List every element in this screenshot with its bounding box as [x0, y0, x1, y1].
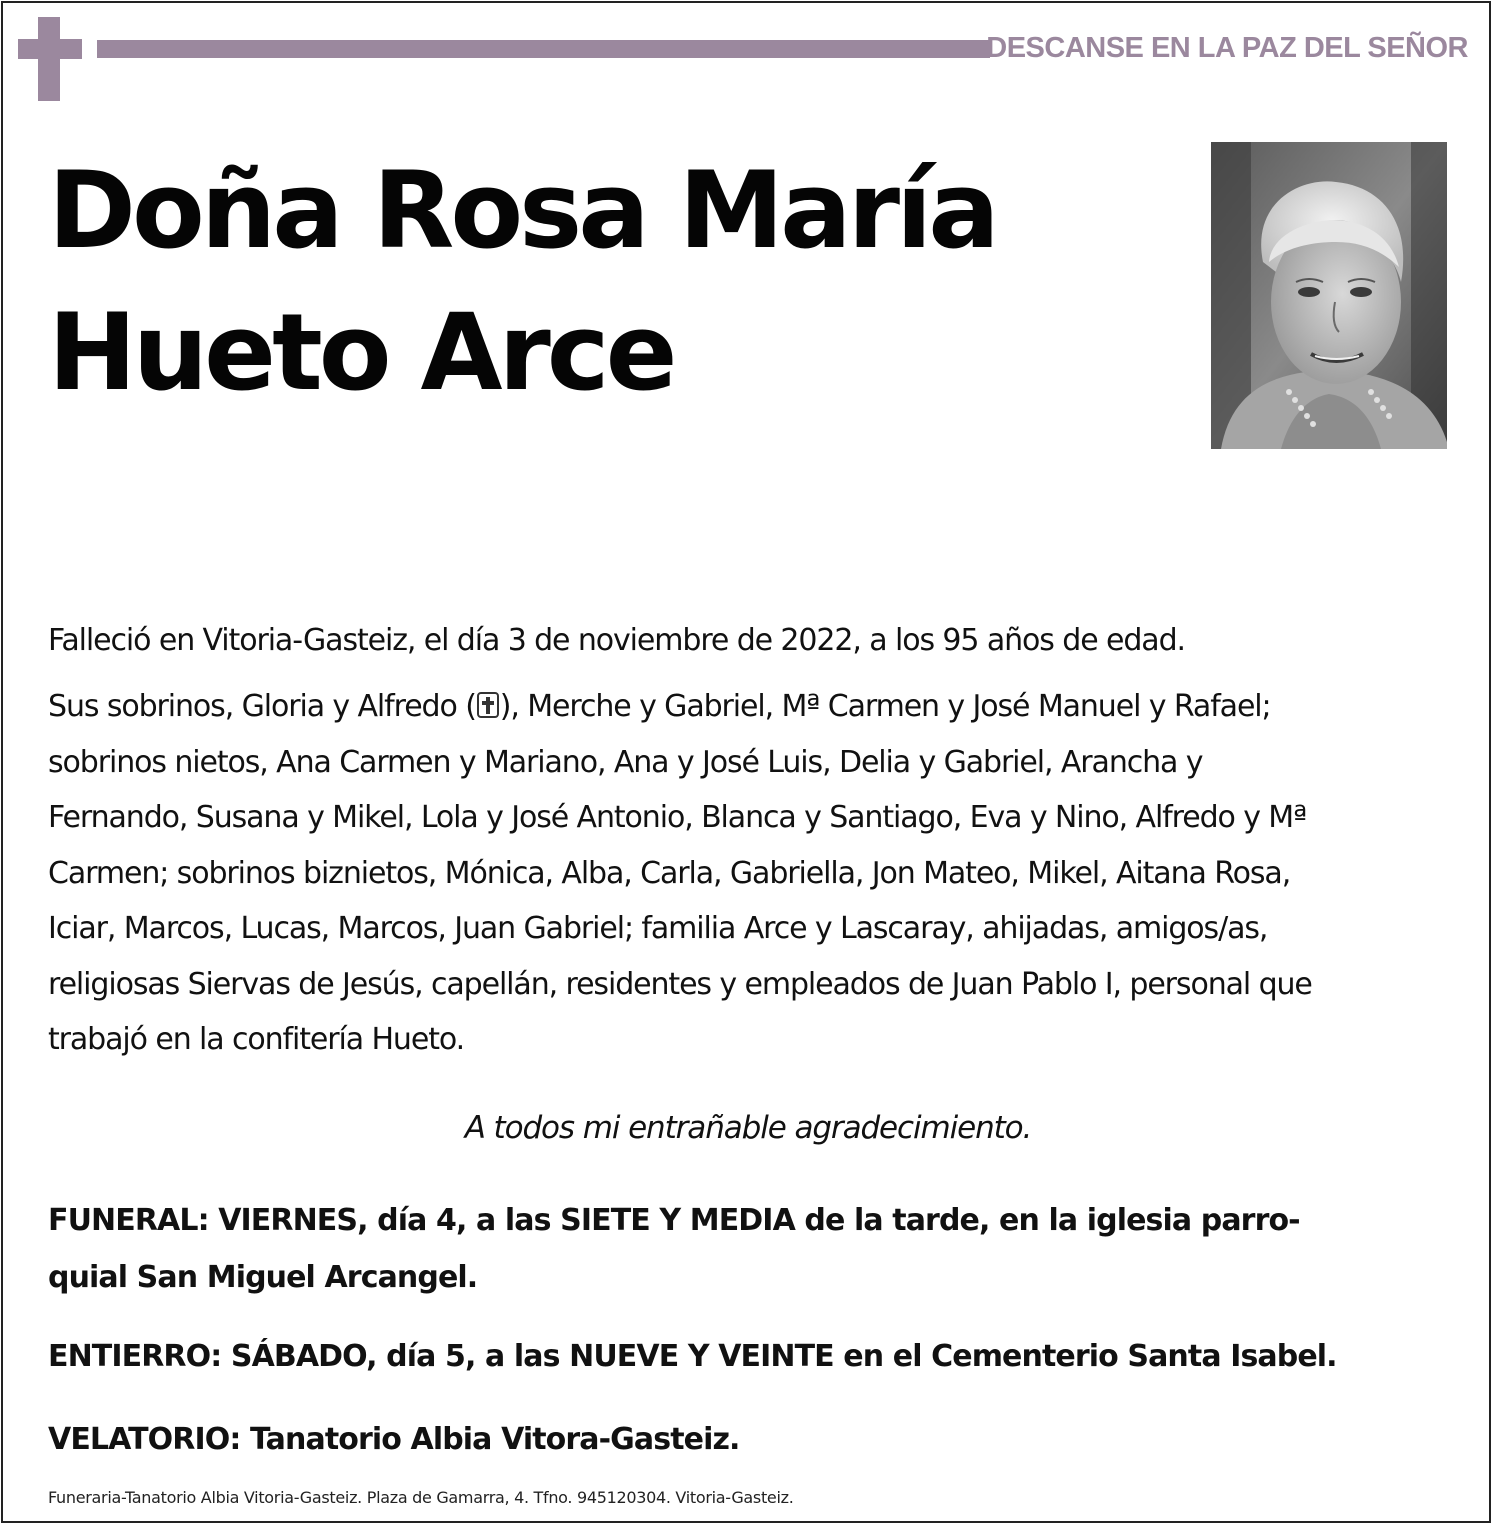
burial-line: ENTIERRO: SÁBADO, día 5, a las NUEVE Y VEINTE en el Cementerio Santa Isabel.: [48, 1339, 1337, 1374]
family-line: Carmen; sobrinos biznietos, Mónica, Alba, Carla, Gabriella, Jon Mateo, Mikel, Aitana Rosa,: [48, 855, 1291, 891]
burial-info: [48, 1328, 1458, 1385]
header-rule: [97, 40, 990, 58]
wake-info: [48, 1411, 1458, 1468]
deceased-cross-icon: [477, 692, 499, 718]
deceased-name-line2: Hueto Arce: [48, 291, 674, 414]
tagline: DESCANSE EN LA PAZ DEL SEÑOR: [986, 32, 1468, 64]
death-notice: Falleció en Vitoria-Gasteiz, el día 3 de noviembre de 2022, a los 95 años de edad.: [48, 623, 1185, 658]
family-line: trabajó en la confitería Hueto.: [48, 1022, 465, 1057]
funeral-line1: FUNERAL: VIERNES, día 4, a las SIETE Y MEDIA de la tarde, en la iglesia parro-: [48, 1203, 1300, 1238]
thanks-text: A todos mi entrañable agradecimiento.: [464, 1110, 1032, 1146]
family-line: religiosas Siervas de Jesús, capellán, residentes y empleados de Juan Pablo I, personal que: [48, 966, 1312, 1002]
announcement-body: [48, 613, 1458, 1068]
funeral-info: [48, 1192, 1458, 1306]
funeral-home-footer: Funeraria-Tanatorio Albia Vitoria-Gasteiz. Plaza de Gamarra, 4. Tfno. 945120304. Vitoria-Gasteiz.: [48, 1488, 794, 1507]
family-line-text: ), Merche y Gabriel, Mª Carmen y José Manuel y Rafael;: [499, 689, 1271, 724]
family-line: Iciar, Marcos, Lucas, Marcos, Juan Gabriel; familia Arce y Lascaray, ahijadas, amigos/as,: [48, 911, 1268, 946]
family-line-text: Sus sobrinos, Gloria y Alfredo (: [48, 689, 476, 724]
latin-cross-icon: [18, 17, 82, 101]
deceased-name-line1: Doña Rosa María: [48, 149, 996, 272]
wake-line: VELATORIO: Tanatorio Albia Vitora-Gasteiz.: [48, 1422, 740, 1457]
family-list: [48, 679, 1458, 1068]
portrait-photo: [1211, 142, 1447, 449]
funeral-line2: quial San Miguel Arcangel.: [48, 1260, 478, 1295]
family-line: [48, 679, 1458, 735]
family-line: Fernando, Susana y Mikel, Lola y José Antonio, Blanca y Santiago, Eva y Nino, Alfredo y Mª: [48, 800, 1307, 835]
deceased-name: [48, 140, 1168, 424]
family-line: sobrinos nietos, Ana Carmen y Mariano, Ana y José Luis, Delia y Gabriel, Arancha y: [48, 744, 1203, 780]
